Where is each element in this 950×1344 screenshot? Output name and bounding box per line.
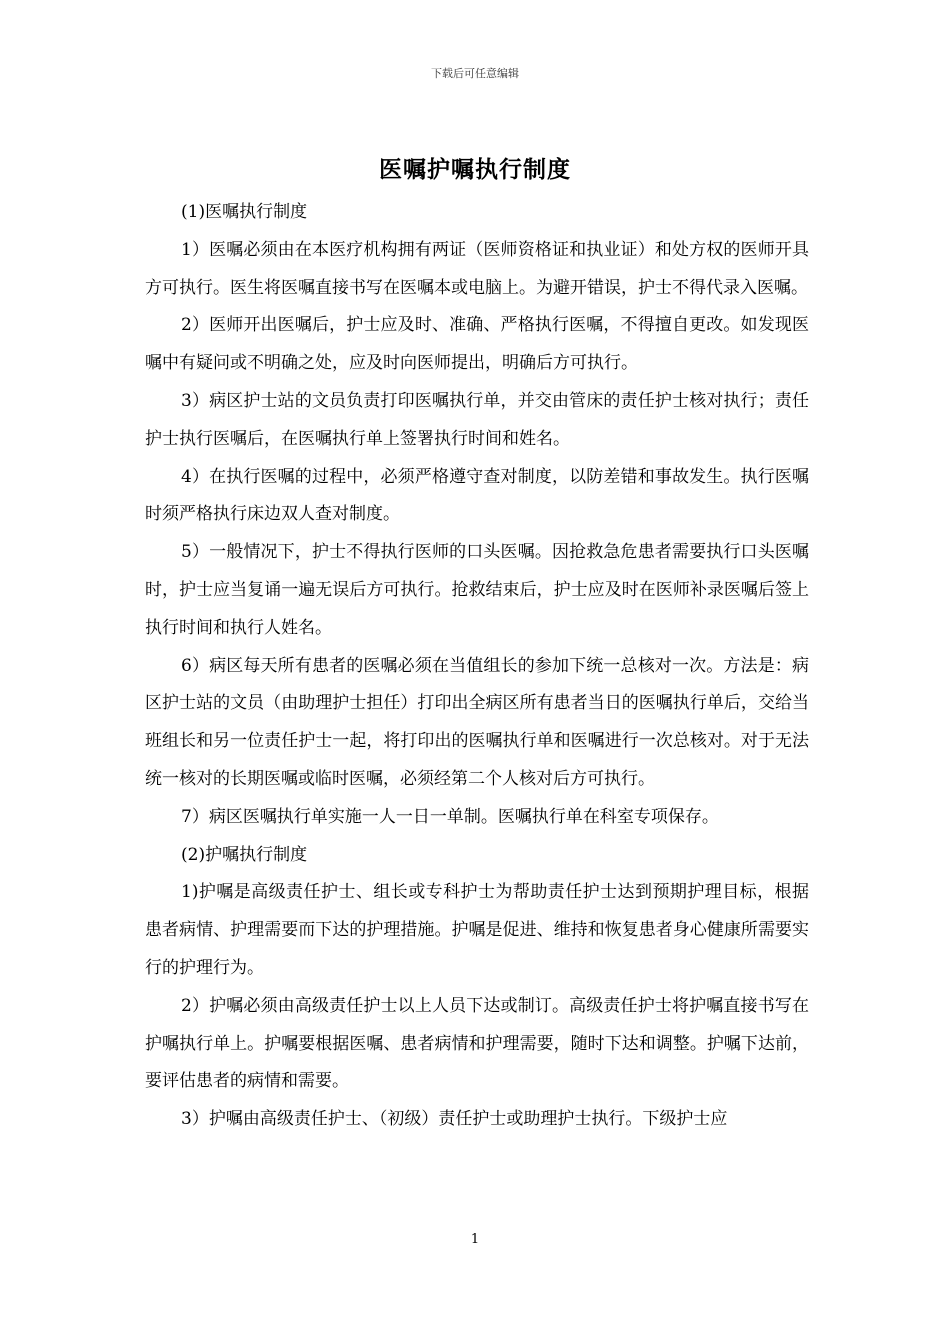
page-header: 下载后可任意编辑 (431, 67, 519, 80)
paragraph: 5）一般情况下，护士不得执行医师的口头医嘱。因抢救急危患者需要执行口头医嘱时，护士应当复诵一遍无误后方可执行。抢救结束后，护士应及时在医师补录医嘱后签上执行时间和执行人姓名。 (145, 542, 809, 638)
paragraph: 1)护嘱是高级责任护士、组长或专科护士为帮助责任护士达到预期护理目标，根据患者病情、护理需要而下达的护理措施。护嘱是促进、维持和恢复患者身心健康所需要实行的护理行为。 (145, 882, 809, 978)
document-body (145, 194, 809, 1139)
paragraph: 7）病区医嘱执行单实施一人一日一单制。医嘱执行单在科室专项保存。 (181, 806, 719, 827)
document-title: 医嘱护嘱执行制度 (379, 156, 571, 183)
paragraph: 2）医师开出医嘱后，护士应及时、准确、严格执行医嘱，不得擅自更改。如发现医嘱中有疑问或不明确之处，应及时向医师提出，明确后方可执行。 (145, 315, 809, 374)
section-heading-nursing-orders: (2)护嘱执行制度 (181, 844, 308, 865)
section-heading-doctor-orders: (1)医嘱执行制度 (181, 202, 308, 222)
page-number: 1 (470, 1232, 480, 1247)
paragraph: 1）医嘱必须由在本医疗机构拥有两证（医师资格证和执业证）和处方权的医师开具方可执行。医生将医嘱直接书写在医嘱本或电脑上。为避开错误，护士不得代录入医嘱。 (145, 239, 809, 298)
paragraph: 3）护嘱由高级责任护士、（初级）责任护士或助理护士执行。下级护士应 (181, 1109, 728, 1130)
paragraph: 4）在执行医嘱的过程中，必须严格遵守查对制度，以防差错和事故发生。执行医嘱时须严格执行床边双人查对制度。 (145, 466, 809, 525)
paragraph: 2）护嘱必须由高级责任护士以上人员下达或制订。高级责任护士将护嘱直接书写在护嘱执行单上。护嘱要根据医嘱、患者病情和护理需要，随时下达和调整。护嘱下达前，要评估患者的病情和需要。 (145, 995, 809, 1092)
paragraph: 6）病区每天所有患者的医嘱必须在当值组长的参加下统一总核对一次。方法是：病区护士站的文员（由助理护士担任）打印出全病区所有患者当日的医嘱执行单后，交给当班组长和另一位责任护士一起，将打印出的医嘱执行单和医嘱进行一次总核对。对于无法统一核对的长期医嘱或临时医嘱，必须经第二个人核对后方可执行。 (145, 655, 809, 789)
paragraph: 3）病区护士站的文员负责打印医嘱执行单，并交由管床的责任护士核对执行；责任护士执行医嘱后，在医嘱执行单上签署执行时间和姓名。 (145, 390, 809, 449)
